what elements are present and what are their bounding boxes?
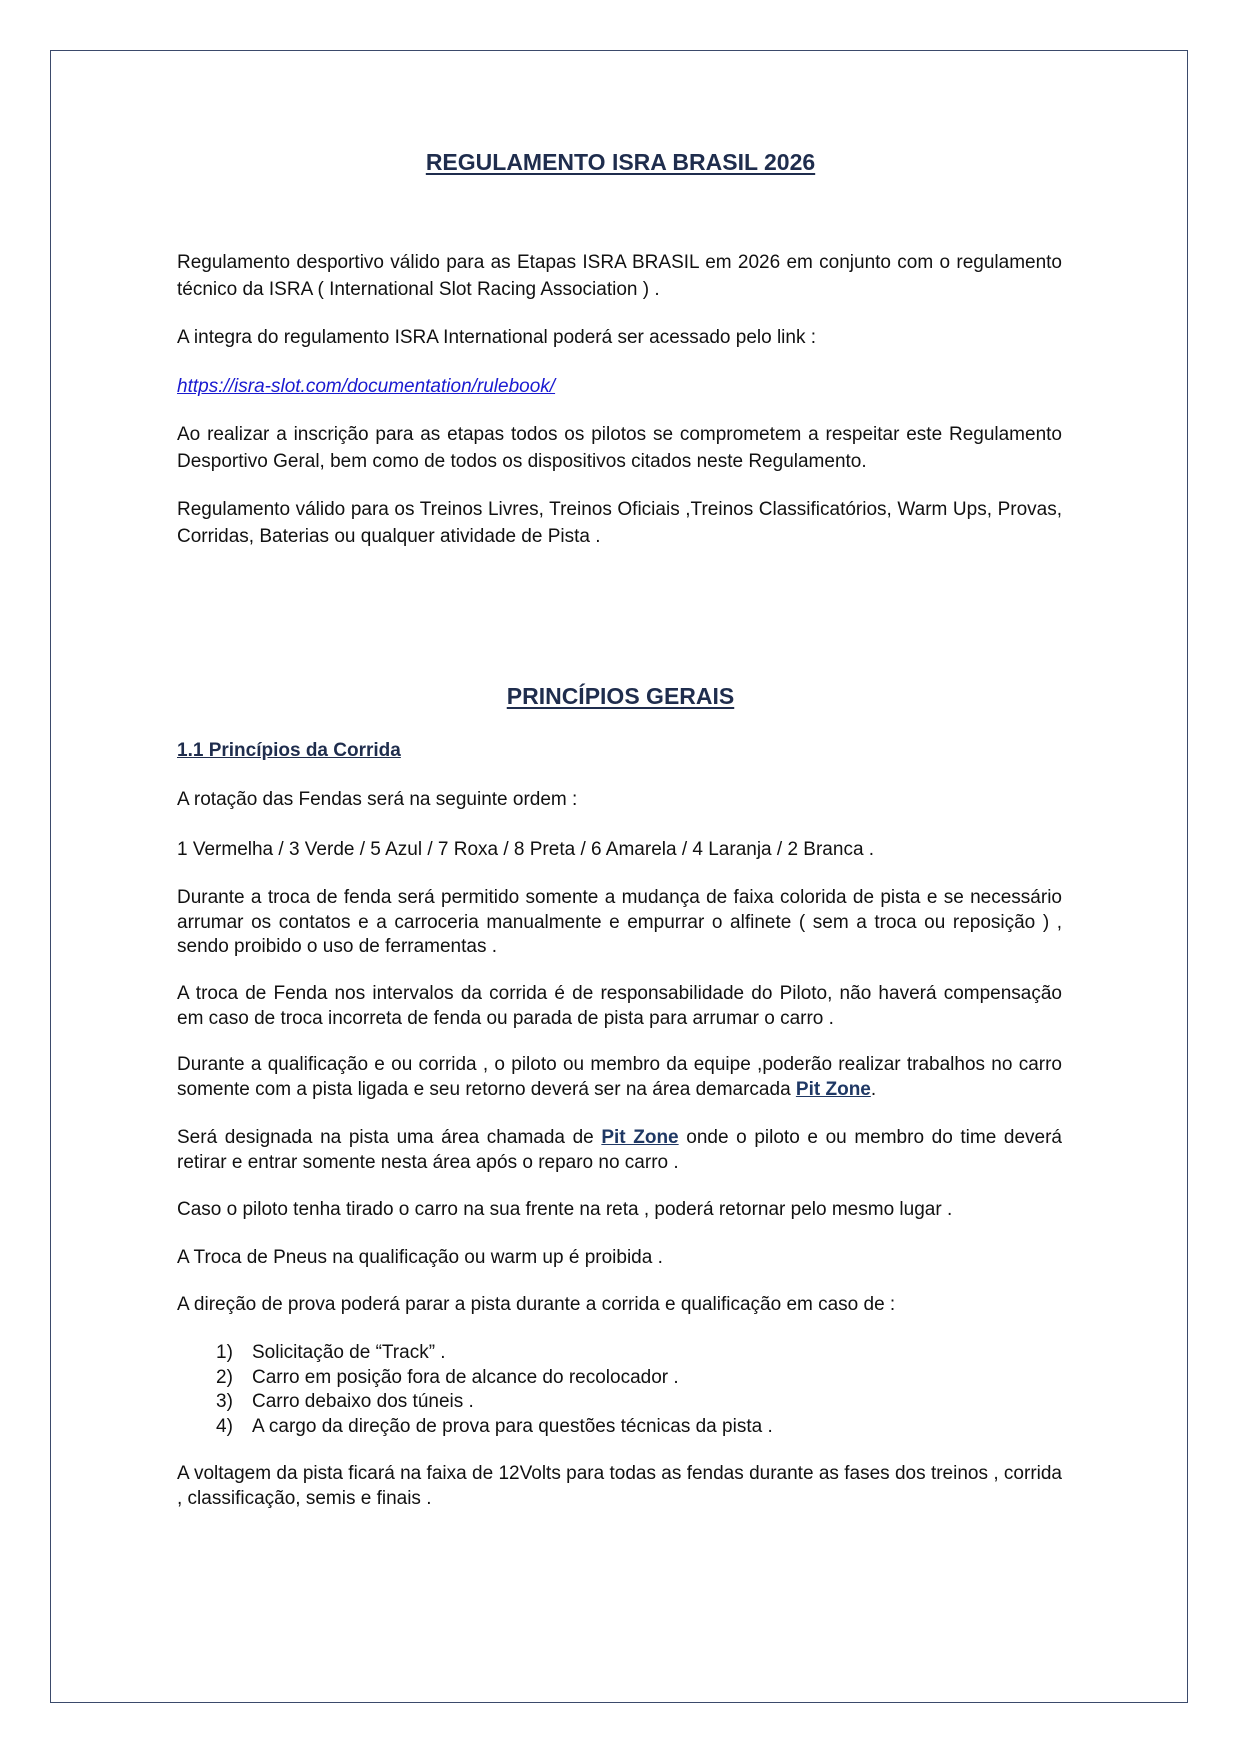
list-number: 1) <box>216 1342 233 1363</box>
intro-link-label: A integra do regulamento ISRA International poderá ser acessado pelo link : <box>177 327 817 348</box>
document-title: REGULAMENTO ISRA BRASIL 2026 <box>425 149 816 175</box>
list-text: Carro em posição fora de alcance do recolocador . <box>252 1366 679 1388</box>
paragraph <box>177 1126 1062 1175</box>
paragraph: A direção de prova poderá parar a pista durante a corrida e qualificação em caso de : <box>177 1294 896 1315</box>
list-item <box>216 1341 1056 1366</box>
paragraph <box>177 1053 1062 1102</box>
list-item <box>216 1366 1056 1391</box>
commitment-paragraph: Ao realizar a inscrição para as etapas todos os pilotos se comprometem a respeitar este Regulamento Desportivo Geral, bem como de todos os dispositivos citados neste Regulamento. <box>177 424 1062 472</box>
scope-paragraph: Regulamento válido para os Treinos Livres, Treinos Oficiais ,Treinos Classificatórios, Warm Ups, Provas, Corridas, Baterias ou qualquer atividade de Pista . <box>177 499 1062 547</box>
intro-paragraph: Regulamento desportivo válido para as Etapas ISRA BRASIL em 2026 em conjunto com o regulamento técnico da ISRA ( International Slot Racing Association ) . <box>177 252 1062 300</box>
paragraph-text: Será designada na pista uma área chamada de <box>177 1127 602 1148</box>
list-text: A cargo da direção de prova para questões técnicas da pista . <box>252 1415 773 1437</box>
paragraph: A voltagem da pista ficará na faixa de 12Volts para todas as fendas durante as fases dos treinos , corrida , classificação, semis e finais . <box>177 1463 1062 1509</box>
pit-zone-term: Pit Zone <box>795 1078 871 1100</box>
paragraph: 1 Vermelha / 3 Verde / 5 Azul / 7 Roxa / 8 Preta / 6 Amarela / 4 Laranja / 2 Branca . <box>177 839 875 860</box>
subsection-heading: 1.1 Princípios da Corrida <box>177 740 401 761</box>
list-number: 3) <box>216 1391 233 1412</box>
paragraph: A rotação das Fendas será na seguinte ordem : <box>177 789 578 810</box>
list-item <box>216 1415 1056 1440</box>
section-heading: PRINCÍPIOS GERAIS <box>506 683 735 709</box>
list-text: Carro debaixo dos túneis . <box>252 1391 474 1412</box>
paragraph-text: . <box>870 1078 877 1100</box>
paragraph: Caso o piloto tenha tirado o carro na sua frente na reta , poderá retornar pelo mesmo lugar . <box>177 1199 953 1220</box>
rulebook-link[interactable]: https://isra-slot.com/documentation/rulebook/ <box>177 376 556 397</box>
list-item <box>216 1390 1056 1415</box>
paragraph: Durante a troca de fenda será permitido somente a mudança de faixa colorida de pista e se necessário arrumar os contatos e a carroceria manualmente e empurrar o alfinete ( sem a troca ou reposição ) , sendo proibido o uso de ferramentas . <box>177 887 1062 957</box>
list-number: 2) <box>216 1366 233 1388</box>
paragraph-text: Durante a qualificação e ou corrida , o piloto ou membro da equipe ,poderão realizar trabalhos no carro somente com a pista ligada e seu retorno deverá ser na área demarcada <box>177 1054 1062 1100</box>
paragraph-text: onde o piloto e ou membro do time deverá retirar e entrar somente nesta área após o reparo no carro . <box>177 1127 1062 1173</box>
list-number: 4) <box>216 1415 233 1437</box>
paragraph: A Troca de Pneus na qualificação ou warm up é proibida . <box>177 1247 663 1268</box>
paragraph: A troca de Fenda nos intervalos da corrida é de responsabilidade do Piloto, não haverá compensação em caso de troca incorreta de fenda ou parada de pista para arrumar o carro . <box>177 983 1062 1029</box>
pit-zone-term: Pit Zone <box>601 1127 679 1148</box>
list-text: Solicitação de “Track” . <box>252 1342 446 1363</box>
